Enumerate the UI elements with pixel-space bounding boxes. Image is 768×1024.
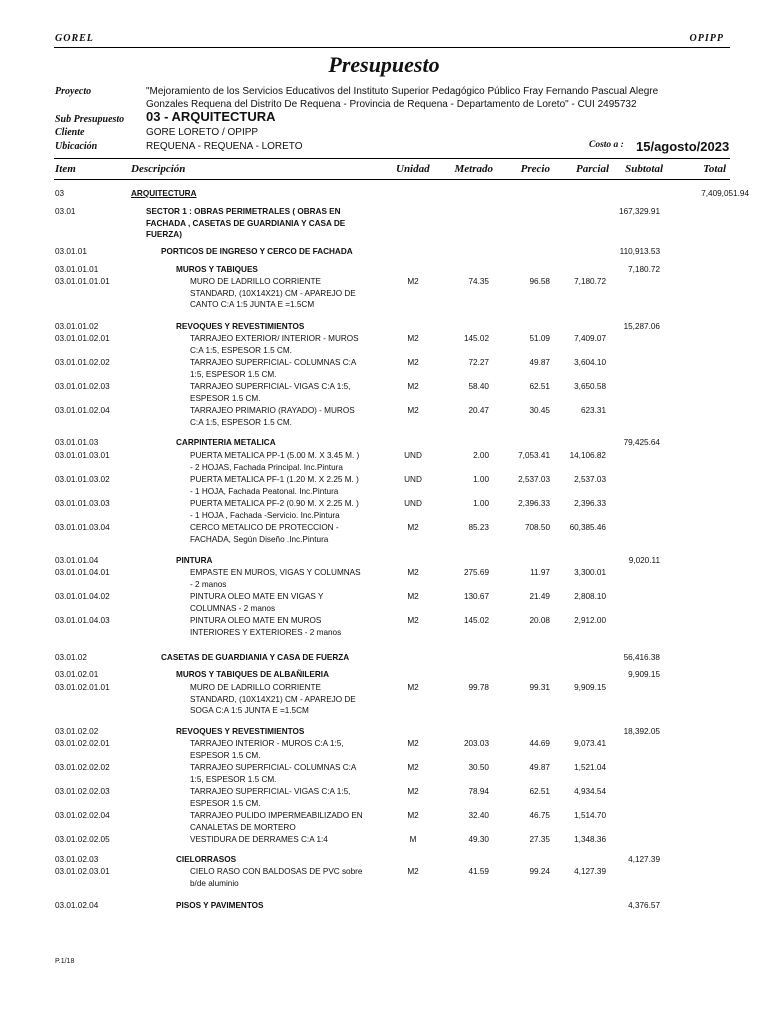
precio-cell: 99.31 <box>529 683 550 692</box>
metrado-cell: 78.94 <box>468 787 489 796</box>
sub-presupuesto-label: Sub Presupuesto <box>55 114 125 125</box>
item-description <box>190 834 328 846</box>
metrado-cell: 58.40 <box>468 382 489 391</box>
parcial-cell: 3,650.58 <box>574 382 606 391</box>
unit-cell: M2 <box>407 811 419 820</box>
metrado-cell: 275.69 <box>463 568 489 577</box>
precio-cell: 2,396.33 <box>518 499 550 508</box>
description-line: PISOS Y PAVIMENTOS <box>176 901 264 910</box>
column-header-item: Item <box>55 163 76 175</box>
org-right-label: OPIPP <box>689 33 724 44</box>
item-description <box>190 786 350 809</box>
column-header-precio: Precio <box>520 163 550 175</box>
item-description <box>176 900 264 912</box>
unit-cell: M2 <box>407 867 419 876</box>
proyecto-label: Proyecto <box>55 86 92 97</box>
item-code: 03.01.02.02.01 <box>55 739 110 748</box>
item-code: 03.01.01.03.04 <box>55 523 110 532</box>
org-left-label: GOREL <box>55 33 94 44</box>
parcial-cell: 4,934.54 <box>574 787 606 796</box>
description-line: MURO DE LADRILLO CORRIENTE <box>190 683 322 692</box>
item-code: 03.01.01.02.03 <box>55 382 110 391</box>
unit-cell: UND <box>404 499 422 508</box>
page-title: Presupuesto <box>328 52 440 77</box>
description-line: PUERTA METALICA PP-1 (5.00 M. X 3.45 M. ) <box>190 451 360 460</box>
column-header-descripcion: Descripción <box>131 163 186 175</box>
item-description <box>190 567 361 590</box>
item-code: 03.01.01.03 <box>55 438 99 447</box>
unit-cell: UND <box>404 451 422 460</box>
precio-cell: 7,053.41 <box>518 451 550 460</box>
metrado-cell: 145.02 <box>463 616 489 625</box>
item-code: 03.01.01.03.01 <box>55 451 110 460</box>
description-line: SOGA C:A 1:5 JUNTA E =1.5CM <box>190 706 309 716</box>
parcial-cell: 2,537.03 <box>574 475 606 484</box>
description-line: TARRAJEO SUPERFICIAL- VIGAS C:A 1:5, <box>190 382 351 391</box>
item-description <box>176 264 258 276</box>
item-code: 03.01.01.03.02 <box>55 475 110 484</box>
metrado-cell: 1.00 <box>473 499 489 508</box>
description-line: ARQUITECTURA <box>131 189 197 198</box>
item-description <box>190 450 359 473</box>
description-line: 1:5, ESPESOR 1.5 CM. <box>190 774 277 784</box>
unit-cell: M2 <box>407 523 419 532</box>
description-line: REVOQUES Y REVESTIMIENTOS <box>176 727 305 736</box>
description-line: REVOQUES Y REVESTIMIENTOS <box>176 322 305 331</box>
description-line: EMPASTE EN MUROS, VIGAS Y COLUMNAS <box>190 568 361 577</box>
description-line: FACHADA , CASETAS DE GUARDIANIA Y CASA DE <box>146 218 346 228</box>
description-line: TARRAJEO SUPERFICIAL- VIGAS C:A 1:5, <box>190 787 351 796</box>
description-line: CANTO C:A 1:5 JUNTA E =1.5CM <box>190 300 315 310</box>
column-header-parcial: Parcial <box>576 163 609 175</box>
item-description <box>176 854 236 866</box>
metrado-cell: 85.23 <box>468 523 489 532</box>
description-line: CARPINTERIA METALICA <box>176 438 276 447</box>
item-description <box>190 276 356 311</box>
precio-cell: 99.24 <box>529 867 550 876</box>
description-line: CERCO METALICO DE PROTECCION - <box>190 523 339 532</box>
description-line: C:A 1:5, ESPESOR 1.5 CM. <box>190 417 292 427</box>
description-line: STANDARD, (10X14X21) CM - APAREJO DE <box>190 288 356 298</box>
description-line: ESPESOR 1.5 CM. <box>190 750 261 760</box>
ubicacion-label: Ubicación <box>55 141 98 152</box>
item-code: 03.01 <box>55 207 76 216</box>
costo-date: 15/agosto/2023 <box>636 139 730 154</box>
description-line: COLUMNAS - 2 manos <box>190 603 276 613</box>
precio-cell: 96.58 <box>529 277 550 286</box>
unit-cell: M2 <box>407 683 419 692</box>
cliente-label: Cliente <box>55 127 85 138</box>
column-header-metrado: Metrado <box>454 163 493 175</box>
proyecto-line-1: "Mejoramiento de los Servicios Educativos del Instituto Superior Pedagógico Público Fray Fernando Pascual Alegre <box>146 86 659 97</box>
metrado-cell: 203.03 <box>463 739 489 748</box>
item-description <box>146 206 345 241</box>
parcial-cell: 14,106.82 <box>569 451 606 460</box>
metrado-cell: 145.02 <box>463 334 489 343</box>
item-description <box>176 321 304 333</box>
description-line: TARRAJEO PULIDO IMPERMEABILIZADO EN <box>190 811 363 820</box>
item-code: 03.01.01.04.03 <box>55 616 110 625</box>
precio-cell: 20.08 <box>529 616 550 625</box>
item-code: 03.01.02.02.03 <box>55 787 110 796</box>
unit-cell: M2 <box>407 592 419 601</box>
item-code: 03.01.02.03.01 <box>55 867 110 876</box>
item-description <box>161 652 349 664</box>
item-description <box>190 405 355 428</box>
item-code: 03.01.02.02.05 <box>55 835 110 844</box>
item-description <box>190 474 359 497</box>
description-line: PINTURA <box>176 556 213 565</box>
metrado-cell: 20.47 <box>468 406 489 415</box>
precio-cell: 62.51 <box>529 382 550 391</box>
precio-cell: 49.87 <box>529 358 550 367</box>
description-line: - 2 manos <box>190 579 227 589</box>
item-description <box>176 555 212 567</box>
description-line: SECTOR 1 : OBRAS PERIMETRALES ( OBRAS EN <box>146 207 341 216</box>
description-line: MURO DE LADRILLO CORRIENTE <box>190 277 322 286</box>
parcial-cell: 4,127.39 <box>574 867 606 876</box>
item-code: 03.01.02.02.04 <box>55 811 110 820</box>
header-rule <box>54 47 730 48</box>
parcial-cell: 7,409.07 <box>574 334 606 343</box>
unit-cell: M2 <box>407 334 419 343</box>
column-header-total: Total <box>703 163 726 175</box>
description-line: MUROS Y TABIQUES <box>176 265 258 274</box>
unit-cell: M2 <box>407 763 419 772</box>
metrado-cell: 130.67 <box>463 592 489 601</box>
column-header-unidad: Unidad <box>396 163 430 175</box>
description-line: CIELO RASO CON BALDOSAS DE PVC sobre <box>190 867 363 876</box>
metrado-cell: 72.27 <box>468 358 489 367</box>
subtotal-cell: 15,287.06 <box>623 322 660 331</box>
precio-cell: 49.87 <box>529 763 550 772</box>
unit-cell: M2 <box>407 739 419 748</box>
precio-cell: 51.09 <box>529 334 550 343</box>
item-code: 03.01.01.02 <box>55 322 99 331</box>
parcial-cell: 9,073.41 <box>574 739 606 748</box>
parcial-cell: 3,604.10 <box>574 358 606 367</box>
parcial-cell: 1,348.36 <box>574 835 606 844</box>
metrado-cell: 32.40 <box>468 811 489 820</box>
precio-cell: 62.51 <box>529 787 550 796</box>
metrado-cell: 99.78 <box>468 683 489 692</box>
item-description <box>161 246 353 258</box>
item-description <box>190 381 350 404</box>
description-line: PORTICOS DE INGRESO Y CERCO DE FACHADA <box>161 247 353 256</box>
subtotal-cell: 56,416.38 <box>623 653 660 662</box>
description-line: TARRAJEO INTERIOR - MUROS C:A 1:5, <box>190 739 344 748</box>
description-line: PUERTA METALICA PF-1 (1.20 M. X 2.25 M. ) <box>190 475 359 484</box>
parcial-cell: 1,521.04 <box>574 763 606 772</box>
subtotal-cell: 110,913.53 <box>619 247 660 256</box>
precio-cell: 708.50 <box>524 523 550 532</box>
item-description <box>131 188 197 200</box>
item-code: 03.01.02 <box>55 653 87 662</box>
costo-label: Costo a : <box>589 140 624 150</box>
subtotal-cell: 167,329.91 <box>619 207 660 216</box>
precio-cell: 46.75 <box>529 811 550 820</box>
item-description <box>190 615 341 638</box>
precio-cell: 2,537.03 <box>518 475 550 484</box>
description-line: C:A 1:5, ESPESOR 1.5 CM. <box>190 345 292 355</box>
item-code: 03.01.01.04.02 <box>55 592 110 601</box>
unit-cell: UND <box>404 475 422 484</box>
item-code: 03.01.02.03 <box>55 855 99 864</box>
total-cell: 7,409,051.94 <box>701 189 749 198</box>
description-line: TARRAJEO PRIMARIO (RAYADO) - MUROS <box>190 406 355 415</box>
description-line: - 2 HOJAS, Fachada Principal. Inc.Pintura <box>190 462 343 472</box>
item-description <box>176 726 304 738</box>
parcial-cell: 623.31 <box>580 406 606 415</box>
description-line: ESPESOR 1.5 CM. <box>190 393 261 403</box>
description-line: ESPESOR 1.5 CM. <box>190 798 261 808</box>
unit-cell: M <box>409 835 417 844</box>
item-description <box>190 522 339 545</box>
unit-cell: M2 <box>407 277 419 286</box>
parcial-cell: 9,909.15 <box>574 683 606 692</box>
metrado-cell: 2.00 <box>473 451 489 460</box>
parcial-cell: 60,385.46 <box>569 523 606 532</box>
unit-cell: M2 <box>407 568 419 577</box>
description-line: CANALETAS DE MORTERO <box>190 822 296 832</box>
parcial-cell: 2,912.00 <box>574 616 606 625</box>
description-line: FACHADA, Según Diseño .Inc.Pintura <box>190 534 329 544</box>
parcial-cell: 1,514.70 <box>574 811 606 820</box>
page-number: P.1/18 <box>55 958 75 965</box>
description-line: MUROS Y TABIQUES DE ALBAÑILERIA <box>176 670 329 679</box>
description-line: b/de aluminio <box>190 878 239 888</box>
description-line: CIELORRASOS <box>176 855 237 864</box>
unit-cell: M2 <box>407 787 419 796</box>
item-description <box>190 591 323 614</box>
item-description <box>190 333 359 356</box>
description-line: CASETAS DE GUARDIANIA Y CASA DE FUERZA <box>161 653 350 662</box>
subtotal-cell: 79,425.64 <box>623 438 660 447</box>
parcial-cell: 7,180.72 <box>574 277 606 286</box>
precio-cell: 30.45 <box>529 406 550 415</box>
subtotal-cell: 7,180.72 <box>628 265 660 274</box>
unit-cell: M2 <box>407 382 419 391</box>
item-code: 03 <box>55 189 65 198</box>
metrado-cell: 74.35 <box>468 277 489 286</box>
item-code: 03.01.01.02.02 <box>55 358 110 367</box>
metrado-cell: 49.30 <box>468 835 489 844</box>
precio-cell: 44.69 <box>529 739 550 748</box>
item-description <box>190 762 356 785</box>
item-description <box>176 437 276 449</box>
item-code: 03.01.02.01 <box>55 670 99 679</box>
column-header-top-rule <box>54 158 730 159</box>
item-code: 03.01.01.01.01 <box>55 277 110 286</box>
item-code: 03.01.02.02.02 <box>55 763 110 772</box>
item-description <box>190 682 356 717</box>
description-line: - 1 HOJA, Fachada Peatonal. Inc.Pintura <box>190 486 339 496</box>
item-code: 03.01.02.02 <box>55 727 99 736</box>
description-line: PINTURA OLEO MATE EN VIGAS Y <box>190 592 324 601</box>
subtotal-cell: 4,376.57 <box>628 901 660 910</box>
column-header-bottom-rule <box>54 179 730 180</box>
item-description <box>190 866 362 889</box>
description-line: STANDARD, (10X14X21) CM - APAREJO DE <box>190 694 356 704</box>
item-code: 03.01.01.02.04 <box>55 406 110 415</box>
item-code: 03.01.01.02.01 <box>55 334 110 343</box>
parcial-cell: 2,808.10 <box>574 592 606 601</box>
proyecto-line-2: Gonzales Requena del Distrito De Requena - Provincia de Requena - Departamento de Loreto" - CUI 2495732 <box>146 99 637 110</box>
column-header-subtotal: Subtotal <box>625 163 663 175</box>
item-code: 03.01.02.01.01 <box>55 683 110 692</box>
item-code: 03.01.01.03.03 <box>55 499 110 508</box>
item-description <box>190 738 344 761</box>
parcial-cell: 2,396.33 <box>574 499 606 508</box>
description-line: TARRAJEO EXTERIOR/ INTERIOR - MUROS <box>190 334 359 343</box>
metrado-cell: 1.00 <box>473 475 489 484</box>
precio-cell: 21.49 <box>529 592 550 601</box>
precio-cell: 27.35 <box>529 835 550 844</box>
subtotal-cell: 4,127.39 <box>628 855 660 864</box>
item-code: 03.01.01.01 <box>55 265 99 274</box>
description-line: TARRAJEO SUPERFICIAL- COLUMNAS C:A <box>190 763 357 772</box>
subtotal-cell: 9,909.15 <box>628 670 660 679</box>
item-code: 03.01.01.04.01 <box>55 568 110 577</box>
description-line: INTERIORES Y EXTERIORES - 2 manos <box>190 627 342 637</box>
description-line: - 1 HOJA , Fachada -Servicio. Inc.Pintura <box>190 510 340 520</box>
description-line: TARRAJEO SUPERFICIAL- COLUMNAS C:A <box>190 358 357 367</box>
precio-cell: 11.97 <box>530 568 550 577</box>
description-line: 1:5, ESPESOR 1.5 CM. <box>190 369 277 379</box>
description-line: FUERZA) <box>146 230 182 240</box>
description-line: PUERTA METALICA PF-2 (0.90 M. X 2.25 M. ) <box>190 499 359 508</box>
description-line: VESTIDURA DE DERRAMES C:A 1:4 <box>190 835 328 844</box>
sub-presupuesto-value: 03 - ARQUITECTURA <box>146 109 276 124</box>
ubicacion-value: REQUENA - REQUENA - LORETO <box>146 141 303 152</box>
parcial-cell: 3,300.01 <box>574 568 606 577</box>
metrado-cell: 30.50 <box>468 763 489 772</box>
cliente-value: GORE LORETO / OPIPP <box>146 127 259 138</box>
item-description <box>176 669 329 681</box>
subtotal-cell: 18,392.05 <box>623 727 660 736</box>
unit-cell: M2 <box>407 358 419 367</box>
item-description <box>190 810 363 833</box>
item-code: 03.01.01 <box>55 247 87 256</box>
item-description <box>190 498 359 521</box>
subtotal-cell: 9,020.11 <box>628 556 660 565</box>
description-line: PINTURA OLEO MATE EN MUROS <box>190 616 322 625</box>
item-code: 03.01.01.04 <box>55 556 99 565</box>
item-code: 03.01.02.04 <box>55 901 99 910</box>
unit-cell: M2 <box>407 616 419 625</box>
unit-cell: M2 <box>407 406 419 415</box>
metrado-cell: 41.59 <box>468 867 489 876</box>
item-description <box>190 357 356 380</box>
